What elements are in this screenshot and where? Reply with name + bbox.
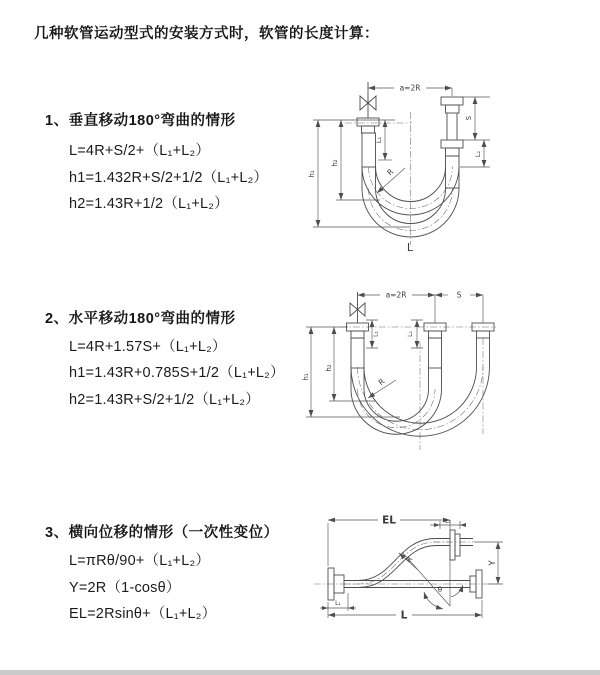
- diagram-lateral-displacement: [300, 498, 600, 648]
- d3-hose-curve-upper-wall: [344, 539, 450, 581]
- d1-label-h2: h₂: [331, 159, 339, 167]
- d2-label-R: R: [376, 376, 387, 388]
- section-2-formula-h1: h1=1.43R+0.785S+1/2（L₁+L₂）: [69, 365, 285, 381]
- d2-label-h2: h₂: [325, 364, 333, 372]
- d2-label-L1: L₁: [372, 331, 380, 337]
- section-3-formula-L: L=πRθ/90+（L₁+L₂）: [69, 553, 211, 569]
- d3-label-Y: Y: [488, 560, 498, 566]
- d1-label-L2: L₂: [474, 150, 482, 158]
- d3-label-theta: θ: [437, 586, 443, 594]
- d2-label-a2r: a=2R: [385, 290, 407, 300]
- diagram-vertical-180-bend: [300, 70, 595, 275]
- d3-dimensions: [320, 520, 503, 618]
- d1-label-S: S: [465, 115, 473, 121]
- section-2-formula-L: L=4R+1.57S+（L₁+L₂）: [69, 339, 227, 355]
- section-1-formula-h1: h1=1.432R+S/2+1/2（L₁+L₂）: [69, 170, 269, 186]
- d3-hose-assembly: [328, 530, 482, 600]
- d3-label-EL: EL: [382, 514, 396, 527]
- d1-label-a2r: a=2R: [399, 83, 421, 93]
- d3-label-L: L: [400, 609, 408, 622]
- d1-left-braid: [362, 133, 376, 167]
- d3-right-flange-displaced: [450, 530, 455, 560]
- d3-hose-curve-lower-wall: [344, 546, 450, 588]
- d3-label-R: R: [403, 554, 415, 565]
- section-2-heading: 2、水平移动180°弯曲的情形: [45, 311, 236, 327]
- d2-label-L2: L₂: [407, 331, 414, 337]
- d3-label-L1: L₁: [335, 600, 341, 607]
- section-2-formula-h2: h2=1.43R+S/2+1/2（L₁+L₂）: [69, 392, 260, 408]
- d1-label-L1: L₁: [375, 136, 383, 144]
- d1-label-h1: h₁: [308, 170, 316, 178]
- d3-centerlines: [314, 542, 496, 584]
- d1-right-flange-original: [441, 140, 463, 148]
- section-1-formula-L: L=4R+S/2+（L₁+L₂）: [69, 143, 211, 159]
- d1-right-flange-raised: [441, 97, 463, 105]
- d2-dimensions: [306, 295, 483, 417]
- section-1-formula-h2: h2=1.43R+1/2（L₁+L₂）: [69, 196, 229, 212]
- section-1-heading: 1、垂直移动180°弯曲的情形: [45, 113, 236, 129]
- scan-edge: [0, 670, 600, 675]
- section-3-formula-Y: Y=2R（1-cosθ）: [69, 580, 181, 596]
- diagram-horizontal-180-bend: [300, 282, 600, 472]
- d3-label-L2: L₂: [445, 518, 451, 525]
- d2-left-braid: [351, 338, 364, 368]
- section-3-formula-EL: EL=2Rsinθ+（L₁+L₂）: [69, 606, 217, 622]
- d1-left-flange: [357, 118, 379, 126]
- d2-label-h1: h₁: [302, 373, 310, 381]
- d1-label-L: L: [406, 241, 414, 254]
- page-title: 几种软管运动型式的安装方式时，软管的长度计算：: [34, 26, 379, 42]
- d2-label-S: S: [456, 290, 462, 300]
- d3-angle-construction: [402, 520, 463, 609]
- d1-dimensions: [313, 88, 490, 227]
- d1-label-R: R: [385, 167, 396, 178]
- section-3-heading: 3、横向位移的情形（一次性变位）: [45, 525, 279, 541]
- d2-middle-braid: [429, 338, 442, 368]
- d1-hose-assembly: [357, 82, 463, 237]
